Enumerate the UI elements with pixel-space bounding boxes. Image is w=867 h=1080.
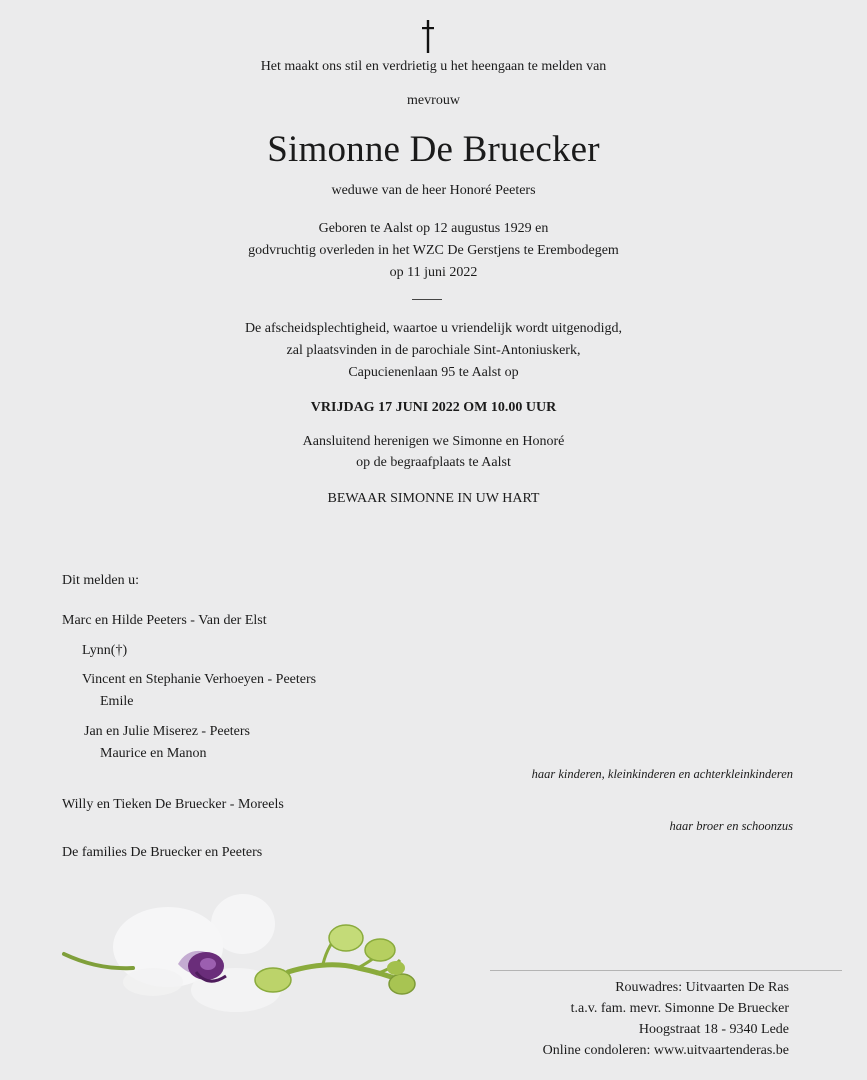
- birth-line-2: godvruchtig overleden in het WZC De Gerstjens te Erembodegem: [248, 243, 619, 258]
- address-line-3: Hoogstraat 18 - 9340 Lede: [638, 1022, 789, 1037]
- cross-icon: [414, 18, 442, 56]
- salutation: mevrouw: [407, 93, 460, 108]
- orchid-illustration: [58, 872, 438, 1022]
- family-intro: Dit melden u:: [62, 573, 139, 588]
- family-greatgrandchild-3: Maurice en Manon: [100, 746, 207, 761]
- burial-line-1: Aansluitend herenigen we Simonne en Honoré: [302, 434, 565, 449]
- family-grandchild-2: Vincent en Stephanie Verhoeyen - Peeters: [82, 672, 317, 687]
- deceased-name: Simonne De Bruecker: [267, 129, 600, 170]
- address-line-2: t.a.v. fam. mevr. Simonne De Bruecker: [570, 1001, 789, 1016]
- ceremony-date: VRIJDAG 17 JUNI 2022 OM 10.00 UUR: [310, 400, 557, 415]
- family-grandchild-1: Lynn(†): [82, 643, 128, 658]
- ceremony-line-2: zal plaatsvinden in de parochiale Sint-Antoniuskerk,: [286, 343, 581, 358]
- birth-line-1: Geboren te Aalst op 12 augustus 1929 en: [318, 221, 549, 236]
- ceremony-line-3: Capucienenlaan 95 te Aalst op: [348, 365, 519, 380]
- role-children: haar kinderen, kleinkinderen en achterkleinkinderen: [531, 767, 793, 781]
- address-line-1: Rouwadres: Uitvaarten De Ras: [615, 980, 789, 995]
- family-child-1: Marc en Hilde Peeters - Van der Elst: [62, 613, 267, 628]
- family-sibling: Willy en Tieken De Bruecker - Moreels: [62, 797, 284, 812]
- intro-text: Het maakt ons stil en verdrietig u het heengaan te melden van: [260, 59, 607, 74]
- spouse-line: weduwe van de heer Honoré Peeters: [331, 183, 536, 198]
- ceremony-line-1: De afscheidsplechtigheid, waartoe u vriendelijk wordt uitgenodigd,: [244, 321, 623, 336]
- role-sibling: haar broer en schoonzus: [669, 819, 793, 833]
- motto: BEWAAR SIMONNE IN UW HART: [327, 491, 540, 506]
- family-grandchild-3: Jan en Julie Miserez - Peeters: [84, 724, 250, 739]
- birth-line-3: op 11 juni 2022: [389, 265, 478, 280]
- divider: [412, 299, 442, 300]
- family-greatgrandchild-2: Emile: [100, 694, 134, 709]
- address-separator: [490, 970, 842, 971]
- burial-line-2: op de begraafplaats te Aalst: [356, 455, 511, 470]
- address-line-4: Online condoleren: www.uitvaartenderas.be: [542, 1043, 789, 1058]
- family-families: De families De Bruecker en Peeters: [62, 845, 263, 860]
